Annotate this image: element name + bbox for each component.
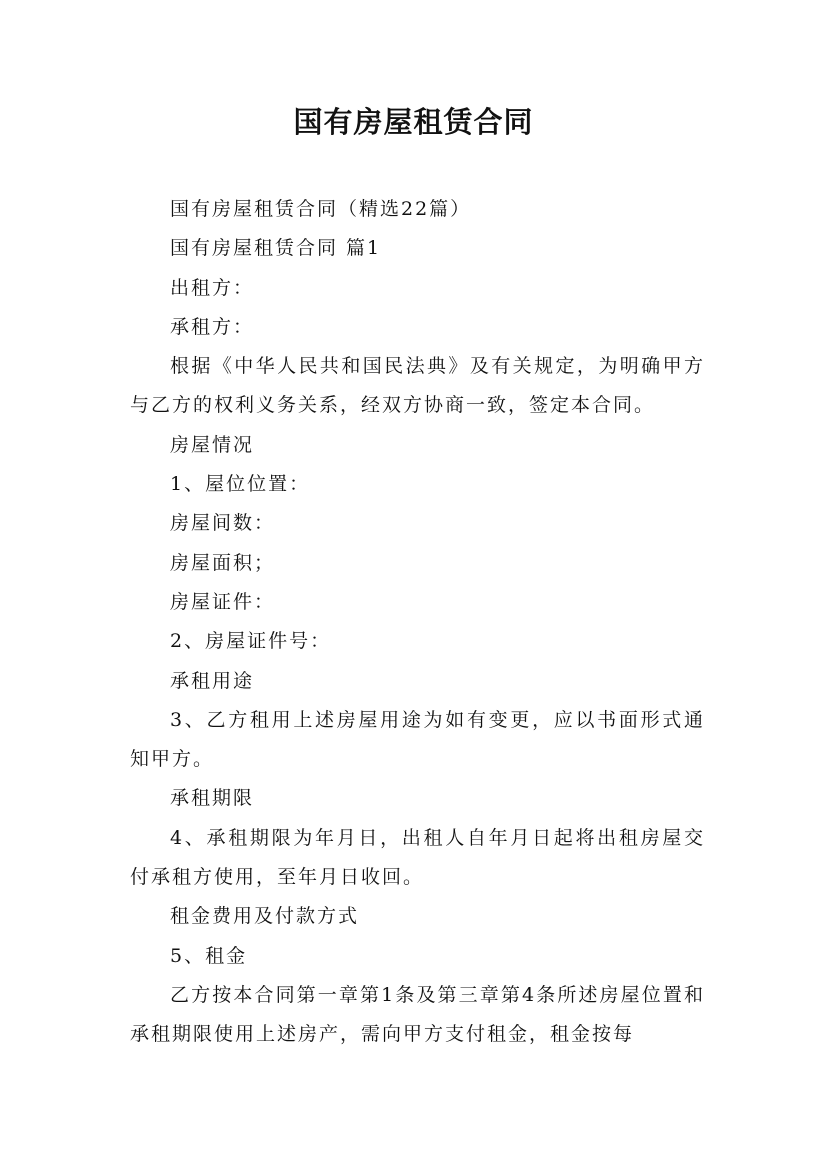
paragraph-chapter: 国有房屋租赁合同 篇1 bbox=[170, 237, 382, 260]
paragraph-item-rooms: 房屋间数： bbox=[170, 512, 276, 535]
paragraph-item-certificate-no: 2、房屋证件号： bbox=[170, 630, 332, 653]
paragraph-rent-detail: 乙方按本合同第一章第1条及第三章第4条所述房屋位置和承租期限使用上述房产，需向甲方支付租金，租金按每 bbox=[130, 983, 705, 1046]
paragraph-item-term: 4、承租期限为年月日，出租人自年月日起将出租房屋交付承租方使用，至年月日收回。 bbox=[130, 826, 705, 889]
paragraph-preamble: 根据《中华人民共和国民法典》及有关规定，为明确甲方与乙方的权利义务关系，经双方协商一致，签定本合同。 bbox=[130, 355, 705, 417]
paragraph-item-rent: 5、租金 bbox=[170, 944, 248, 967]
paragraph-item-area: 房屋面积； bbox=[170, 551, 276, 574]
paragraph-lessor: 出租方： bbox=[170, 276, 255, 299]
paragraph-section-term: 承租期限 bbox=[170, 787, 255, 810]
document-title: 国有房屋租赁合同 bbox=[293, 105, 534, 139]
paragraph-item-certificate: 房屋证件： bbox=[170, 590, 276, 613]
paragraph-section-usage: 承租用途 bbox=[170, 669, 255, 692]
paragraph-lessee: 承租方： bbox=[170, 315, 255, 338]
paragraph-section-rent: 租金费用及付款方式 bbox=[170, 905, 360, 928]
document-body bbox=[130, 190, 705, 1055]
paragraph-item-usage: 3、乙方租用上述房屋用途为如有变更，应以书面形式通知甲方。 bbox=[130, 708, 705, 771]
paragraph-section-house: 房屋情况 bbox=[170, 433, 255, 456]
paragraph-heading: 国有房屋租赁合同（精选22篇） bbox=[170, 198, 472, 220]
paragraph-item-location: 1、屋位位置： bbox=[170, 473, 311, 496]
